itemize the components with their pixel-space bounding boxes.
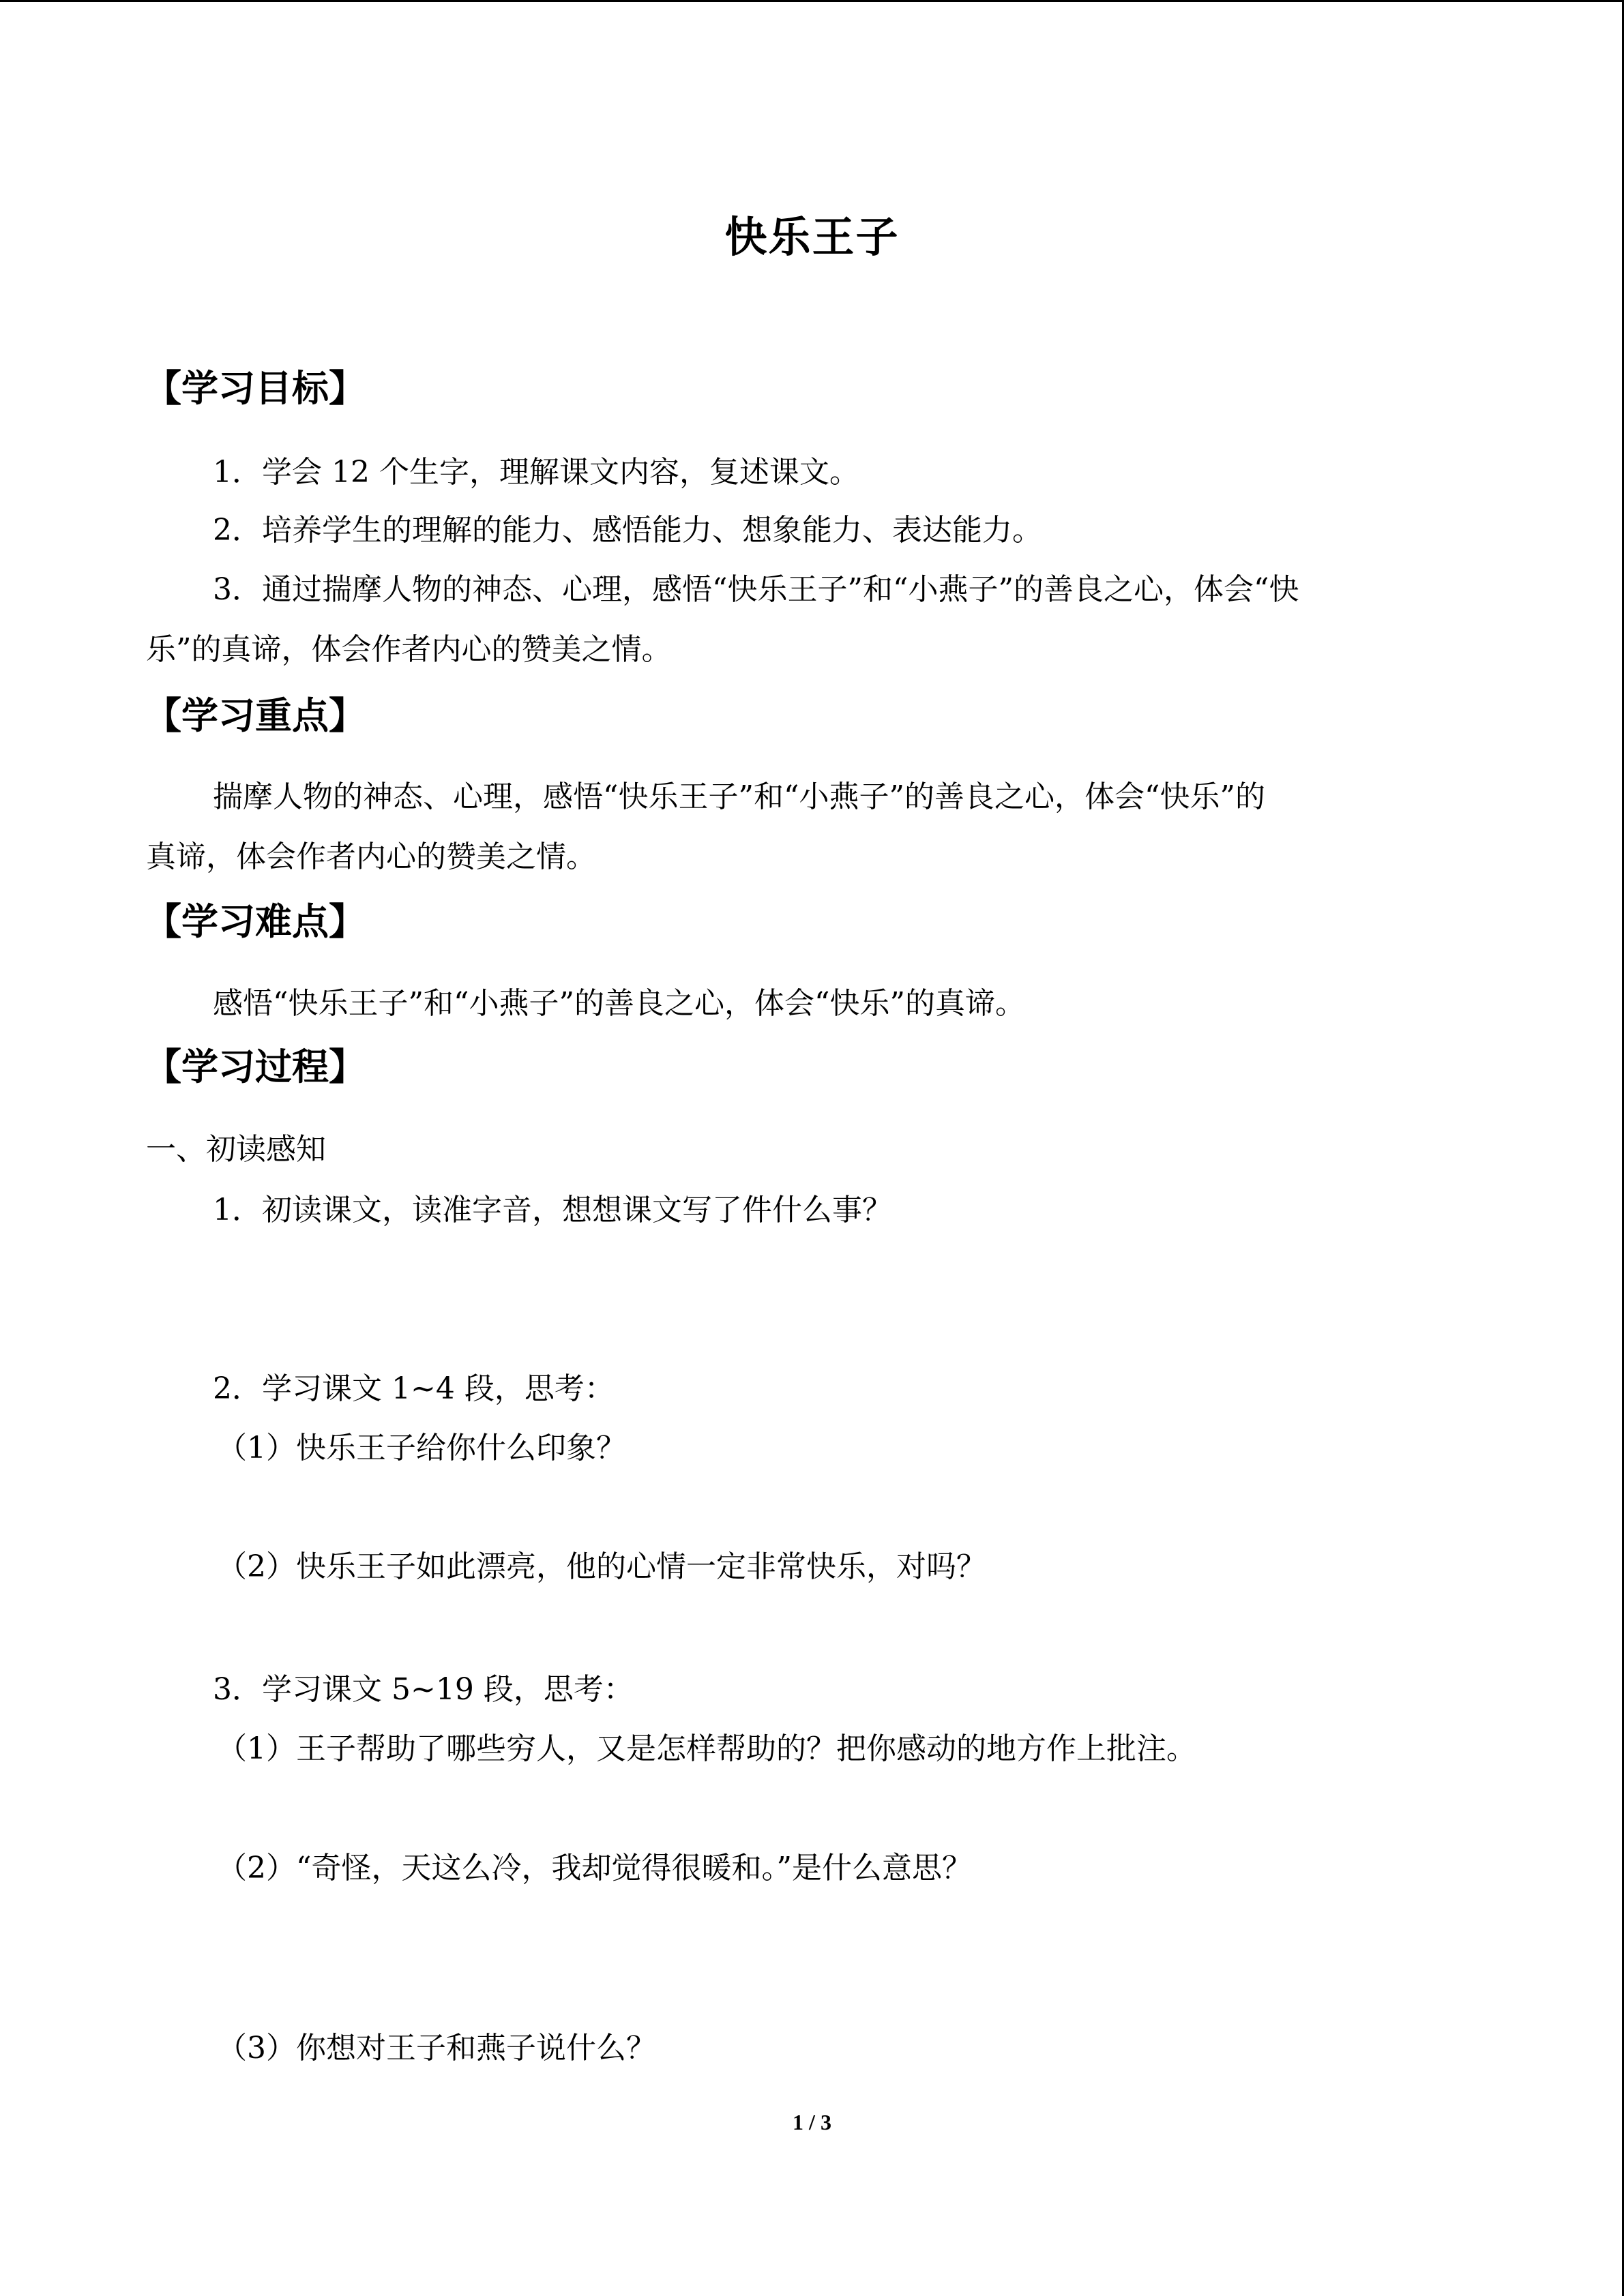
process-part-1-title: 一、初读感知 [146, 1132, 326, 1167]
process-question-3: 3．学习课文 5~19 段，思考： [213, 1672, 634, 1707]
section-heading-process: 【学习过程】 [145, 1045, 366, 1088]
process-question-3-3: （3）你想对王子和燕子说什么？ [217, 2031, 656, 2066]
objective-item-1: 1．学会 12 个生字，理解课文内容，复述课文。 [213, 455, 859, 490]
process-question-1: 1．初读课文，读准字音，想想课文写了件什么事？ [213, 1193, 892, 1227]
section-heading-difficulties: 【学习难点】 [145, 900, 366, 943]
process-question-2-1: （1）快乐王子给你什么印象？ [217, 1431, 626, 1465]
objective-item-2: 2．培养学生的理解的能力、感悟能力、想象能力、表达能力。 [213, 513, 1042, 548]
key-points-line-1: 揣摩人物的神态、心理，感悟“快乐王子”和“小燕子”的善良之心，体会“快乐”的 [213, 779, 1265, 814]
process-question-2: 2．学习课文 1~4 段，思考： [213, 1371, 615, 1406]
page-number: 1 / 3 [793, 2110, 831, 2134]
section-heading-objectives: 【学习目标】 [145, 367, 366, 410]
process-question-3-1: （1）王子帮助了哪些穷人，又是怎样帮助的？把你感动的地方作上批注。 [217, 1731, 1196, 1766]
objective-item-3-line-1: 3．通过揣摩人物的神态、心理，感悟“快乐王子”和“小燕子”的善良之心，体会“快 [213, 572, 1299, 607]
document-title: 快乐王子 [724, 212, 900, 262]
key-points-line-2: 真谛，体会作者内心的赞美之情。 [146, 839, 596, 874]
section-heading-key-points: 【学习重点】 [145, 694, 366, 737]
objective-item-3-line-2: 乐”的真谛，体会作者内心的赞美之情。 [146, 632, 672, 667]
process-question-3-2: （2）“奇怪，天这么冷，我却觉得很暖和。”是什么意思？ [217, 1851, 972, 1885]
difficulties-line-1: 感悟“快乐王子”和“小燕子”的善良之心，体会“快乐”的真谛。 [213, 986, 1025, 1021]
process-question-2-2: （2）快乐王子如此漂亮，他的心情一定非常快乐，对吗？ [217, 1549, 986, 1584]
